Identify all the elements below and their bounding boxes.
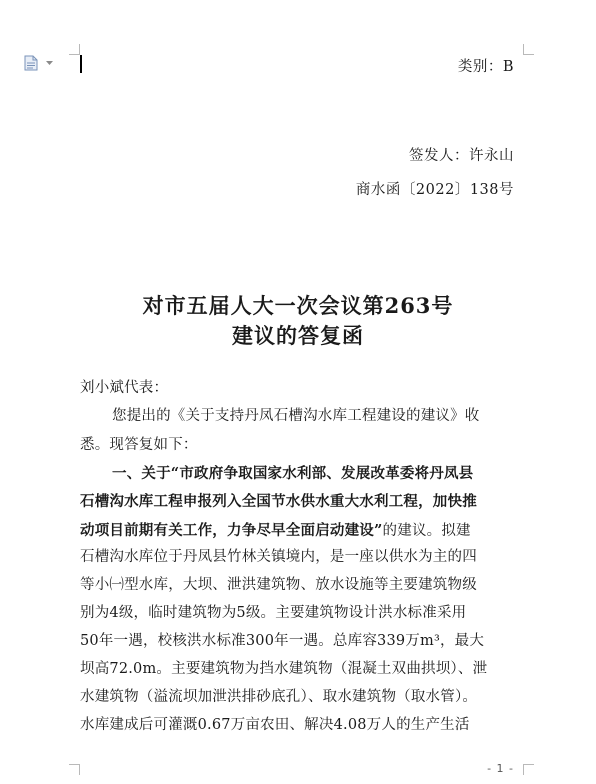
page-title-line1: 对市五届人大一次会议第263号 bbox=[142, 293, 454, 318]
page-title-line2: 建议的答复函 bbox=[232, 323, 364, 348]
text-cursor bbox=[80, 55, 82, 73]
paragraph-normal-segment: 的建议。拟建 bbox=[382, 523, 471, 539]
intro-line: 悉。现答复如下： bbox=[80, 437, 198, 453]
document-number: 商水函〔2022〕138号 bbox=[355, 182, 514, 198]
paragraph-line: 别为4级，临时建筑物为5级。主要建筑物设计洪水标准采用 bbox=[80, 605, 467, 621]
paragraph-line-bold: 石槽沟水库工程申报列入全国节水供水重大水利工程，加快推 bbox=[80, 493, 477, 510]
paragraph-line: 水库建成后可灌溉0.67万亩农田、解决4.08万人的生产生活 bbox=[80, 717, 470, 733]
paragraph-line-bold: 一、关于“市政府争取国家水利部、发展改革委将丹凤县 bbox=[112, 465, 474, 482]
paragraph-line bbox=[80, 521, 516, 541]
document-icon[interactable] bbox=[24, 55, 38, 71]
page-corner-bottom-right bbox=[523, 764, 534, 775]
document-category: 类别：B bbox=[457, 59, 514, 75]
page-number: - 1 - bbox=[487, 762, 514, 775]
page-corner-top-right bbox=[523, 44, 534, 55]
paragraph-line: 坝高72.0m。主要建筑物为挡水建筑物（混凝土双曲拱坝）、泄 bbox=[80, 661, 488, 677]
paragraph-line: 水建筑物（溢流坝加泄洪排砂底孔）、取水建筑物（取水管）。 bbox=[80, 689, 478, 705]
paragraph-line: 等小㈠型水库，大坝、泄洪建筑物、放水设施等主要建筑物级 bbox=[80, 577, 477, 593]
paragraph-line: 石槽沟水库位于丹凤县竹林关镇境内，是一座以供水为主的四 bbox=[80, 549, 477, 565]
page-corner-bottom-left bbox=[69, 764, 80, 775]
paragraph-line: 50年一遇，校核洪水标准300年一遇。总库容339万m³，最大 bbox=[80, 633, 485, 649]
intro-line: 您提出的《关于支持丹凤石槽沟水库工程建设的建议》收 bbox=[112, 408, 480, 424]
chevron-down-icon[interactable] bbox=[45, 60, 54, 66]
signer-line: 签发人：许永山 bbox=[409, 148, 514, 164]
page-corner-top-left bbox=[69, 44, 80, 55]
salutation: 刘小斌代表： bbox=[80, 380, 169, 396]
paragraph-bold-segment: 动项目前期有关工作，力争尽早全面启动建设” bbox=[80, 522, 383, 539]
